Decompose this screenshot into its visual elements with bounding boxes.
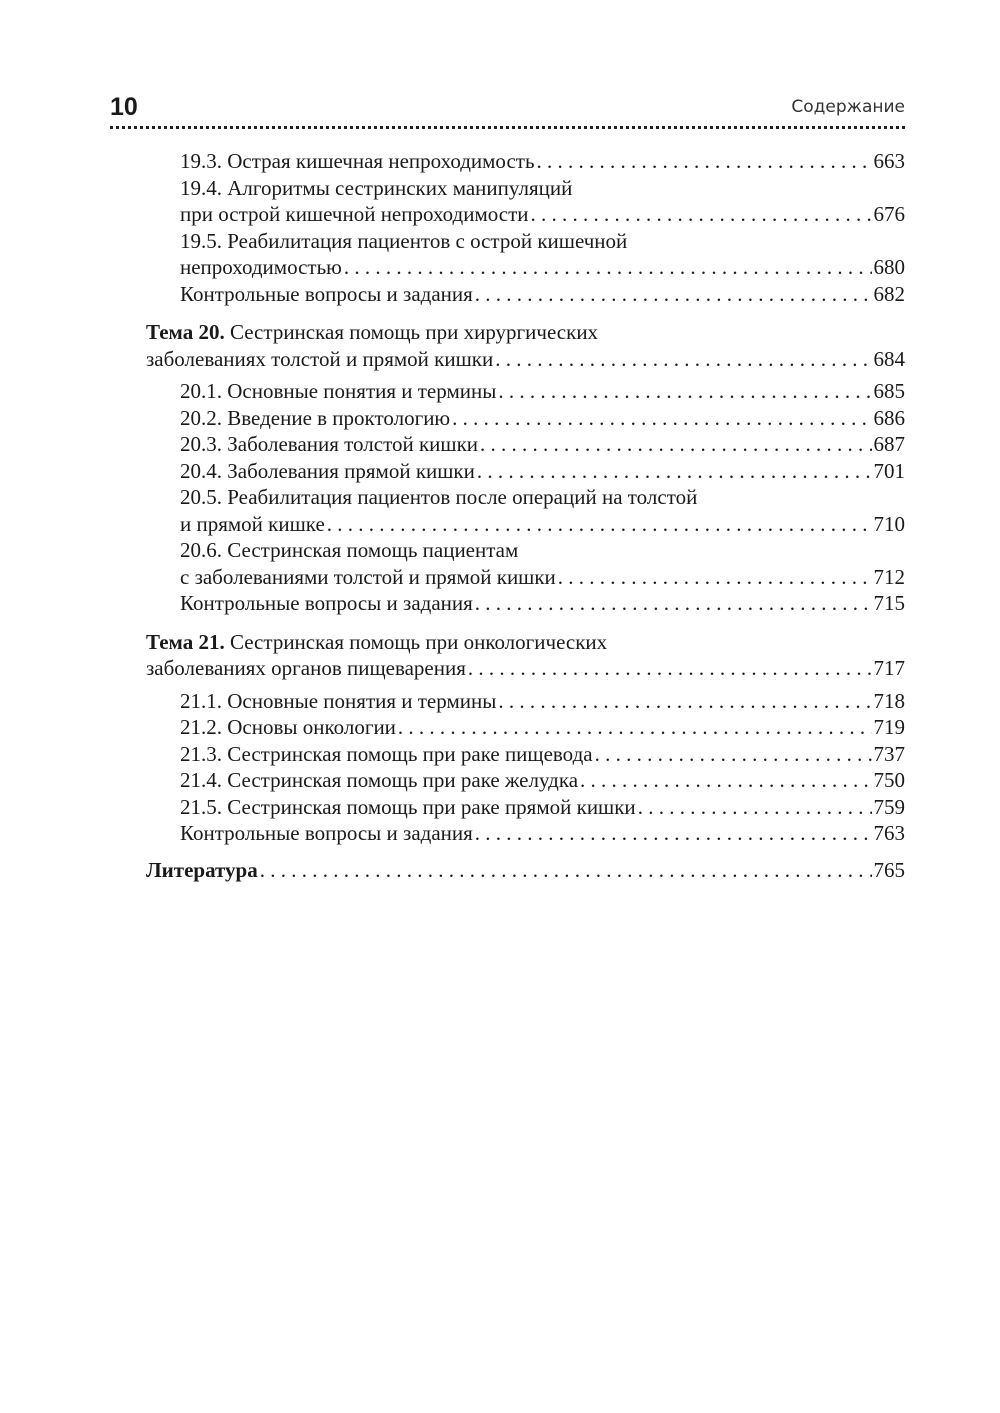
toc-entry-questions-19[interactable]	[180, 281, 905, 308]
page-header	[110, 92, 905, 126]
topic-label: Тема 21.	[146, 629, 225, 654]
toc-entry-title: 21.3. Сестринская помощь при раке пищевода	[180, 741, 593, 766]
dot-leader	[475, 281, 872, 308]
toc-page-number: 710	[873, 511, 905, 536]
toc-page-number: 682	[873, 281, 905, 306]
toc-entry-title-cont: непроходимостью	[180, 255, 342, 279]
toc-entry-title: 20.4. Заболевания прямой кишки	[180, 458, 475, 483]
toc-page-number: 759	[873, 794, 905, 819]
toc-entry-21-3[interactable]	[180, 741, 905, 768]
dot-leader	[480, 431, 871, 458]
dot-leader	[498, 688, 871, 715]
toc-entry-21-5[interactable]	[180, 794, 905, 821]
toc-page-number: 663	[873, 149, 905, 173]
toc-page-number: 737	[873, 741, 905, 766]
header-dotted-rule	[110, 126, 905, 129]
toc-entry-literature[interactable]	[146, 857, 905, 884]
toc-page-number: 686	[873, 405, 905, 430]
dot-leader	[468, 655, 872, 682]
toc-entry-title: 21.4. Сестринская помощь при раке желудка	[180, 768, 579, 792]
toc-entry-title-cont: при острой кишечной непроходимости	[180, 202, 529, 226]
toc-entry-20-6[interactable]	[180, 537, 905, 590]
dot-leader	[595, 741, 872, 768]
toc-page-number: 750	[873, 768, 905, 792]
toc-entry-20-1[interactable]	[180, 378, 905, 405]
topic-title: Сестринская помощь при хирургических	[224, 320, 599, 344]
dot-leader	[638, 794, 872, 821]
toc-page-number: 712	[873, 564, 905, 589]
toc-page-number: 715	[873, 591, 905, 615]
dot-leader	[344, 254, 872, 281]
toc-entry-21-2[interactable]	[180, 714, 905, 741]
topic-title: Сестринская помощь при онкологических	[224, 629, 608, 654]
toc-entry-title: 21.5. Сестринская помощь при раке прямой кишки	[180, 794, 636, 819]
toc-page-number: 718	[873, 688, 905, 713]
dot-leader	[537, 148, 872, 175]
page-number: 10	[110, 93, 138, 121]
toc-entry-title: Контрольные вопросы и задания	[180, 281, 473, 306]
toc-entry-title: 20.3. Заболевания толстой кишки	[180, 432, 479, 456]
toc-entry-title: Литература	[146, 857, 258, 882]
toc-entry-title: Контрольные вопросы и задания	[180, 591, 473, 615]
toc-entry-title: 20.6. Сестринская помощь пациентам	[180, 538, 519, 562]
toc-entry-20-3[interactable]	[180, 431, 905, 458]
toc-page-number: 717	[873, 656, 905, 680]
dot-leader	[498, 378, 871, 405]
toc-topic-21[interactable]	[146, 629, 905, 682]
toc-entry-19-3[interactable]	[180, 148, 905, 175]
dot-leader	[580, 767, 871, 794]
toc-topic-20[interactable]	[146, 319, 905, 372]
dot-leader	[327, 511, 872, 538]
dot-leader	[477, 458, 872, 485]
dot-leader	[475, 590, 872, 617]
dot-leader	[452, 405, 871, 432]
topic-title-cont: заболеваниях толстой и прямой кишки	[146, 346, 494, 371]
table-of-contents	[146, 148, 905, 883]
toc-entry-title: 21.2. Основы онкологии	[180, 715, 396, 739]
topic-title-cont: заболеваниях органов пищеварения	[146, 656, 466, 680]
topic-label: Тема 20.	[146, 320, 225, 344]
toc-page-number: 685	[873, 379, 905, 403]
dot-leader	[475, 820, 872, 847]
toc-entry-questions-21[interactable]	[180, 820, 905, 847]
toc-entry-20-4[interactable]	[180, 458, 905, 485]
toc-page-number: 701	[873, 458, 905, 483]
toc-page-number: 687	[873, 432, 905, 456]
toc-entry-21-1[interactable]	[180, 688, 905, 715]
dot-leader	[398, 714, 872, 741]
running-title: Содержание	[791, 97, 905, 117]
dot-leader	[495, 346, 871, 373]
toc-entry-title: 21.1. Основные понятия и термины	[180, 688, 497, 713]
toc-entry-21-4[interactable]	[180, 767, 905, 794]
toc-entry-title: 19.5. Реабилитация пациентов с острой кишечной	[180, 228, 628, 253]
toc-page-number: 765	[873, 857, 905, 882]
toc-entry-20-5[interactable]	[180, 484, 905, 537]
toc-page-number: 684	[873, 346, 905, 371]
dot-leader	[260, 857, 872, 884]
dot-leader	[558, 564, 872, 591]
toc-entry-title-cont: с заболеваниями толстой и прямой кишки	[180, 564, 556, 589]
toc-entry-title: Контрольные вопросы и задания	[180, 821, 473, 845]
toc-entry-title-cont: и прямой кишке	[180, 511, 325, 536]
toc-entry-title: 19.4. Алгоритмы сестринских манипуляций	[180, 175, 573, 200]
dot-leader	[531, 201, 872, 228]
toc-page-number: 680	[873, 255, 905, 279]
toc-entry-title: 20.2. Введение в проктологию	[180, 405, 451, 430]
toc-entry-title: 20.1. Основные понятия и термины	[180, 379, 497, 403]
toc-page-number: 763	[873, 821, 905, 845]
toc-page-number: 676	[873, 202, 905, 226]
toc-entry-title: 20.5. Реабилитация пациентов после операций на толстой	[180, 485, 698, 509]
toc-entry-19-5[interactable]	[180, 228, 905, 281]
toc-entry-title: 19.3. Острая кишечная непроходимость	[180, 149, 535, 173]
toc-entry-20-2[interactable]	[180, 405, 905, 432]
toc-entry-19-4[interactable]	[180, 175, 905, 228]
toc-page-number: 719	[873, 715, 905, 739]
toc-entry-questions-20[interactable]	[180, 590, 905, 617]
